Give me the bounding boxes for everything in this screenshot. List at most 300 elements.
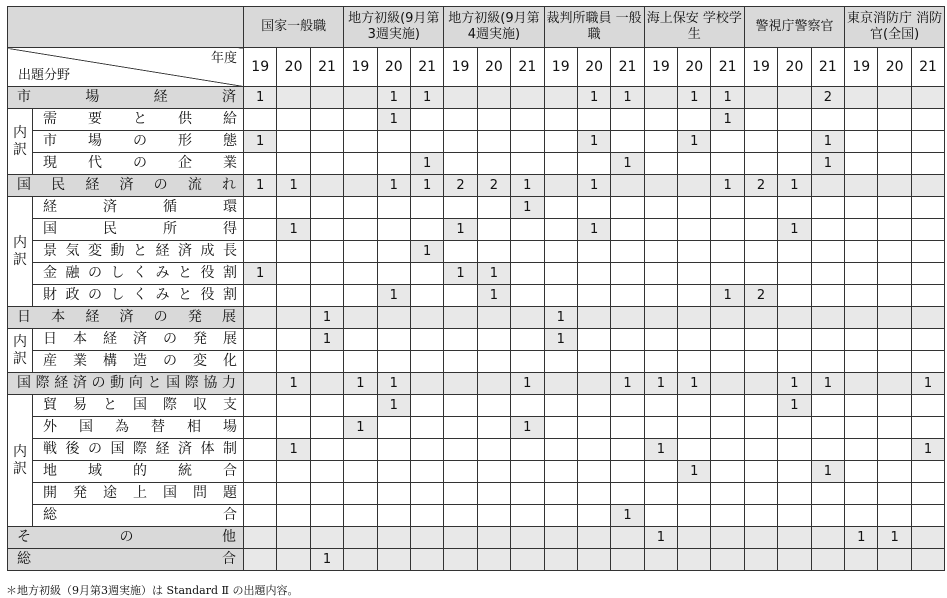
count-cell xyxy=(244,109,277,131)
count-cell xyxy=(878,285,911,307)
count-cell: 1 xyxy=(811,131,844,153)
count-cell xyxy=(845,263,878,285)
count-cell xyxy=(611,241,644,263)
count-cell xyxy=(845,549,878,571)
count-cell xyxy=(244,307,277,329)
count-cell xyxy=(511,263,544,285)
count-cell xyxy=(744,351,777,373)
count-cell xyxy=(711,549,744,571)
count-cell: 1 xyxy=(644,439,677,461)
year-header: 21 xyxy=(511,48,544,87)
count-cell: 1 xyxy=(577,131,610,153)
count-cell: 1 xyxy=(477,263,510,285)
count-cell xyxy=(577,505,610,527)
count-cell xyxy=(277,483,310,505)
count-cell xyxy=(511,285,544,307)
subcategory-label: 景気変動と経済成長 xyxy=(33,241,244,263)
count-cell xyxy=(344,461,377,483)
count-cell xyxy=(477,87,510,109)
count-cell xyxy=(678,263,711,285)
count-cell xyxy=(845,483,878,505)
count-cell xyxy=(744,505,777,527)
count-cell xyxy=(778,527,811,549)
count-cell xyxy=(744,329,777,351)
exam-group-header: 国家一般職 xyxy=(244,7,344,48)
count-cell xyxy=(744,153,777,175)
count-cell xyxy=(410,395,443,417)
count-cell xyxy=(444,505,477,527)
count-cell: 1 xyxy=(277,175,310,197)
count-cell xyxy=(377,527,410,549)
count-cell xyxy=(778,505,811,527)
count-cell: 1 xyxy=(244,263,277,285)
count-cell xyxy=(678,549,711,571)
subcategory-row xyxy=(8,329,945,351)
subcategory-label: 開発途上国問題 xyxy=(33,483,244,505)
count-cell xyxy=(577,351,610,373)
count-cell xyxy=(310,241,343,263)
count-cell xyxy=(577,109,610,131)
subcategory-row xyxy=(8,395,945,417)
count-cell xyxy=(544,175,577,197)
count-cell xyxy=(911,219,944,241)
count-cell xyxy=(678,109,711,131)
count-cell xyxy=(644,307,677,329)
count-cell: 1 xyxy=(611,87,644,109)
count-cell xyxy=(811,329,844,351)
count-cell: 1 xyxy=(477,285,510,307)
count-cell xyxy=(310,527,343,549)
count-cell xyxy=(711,483,744,505)
subcategory-label: 国民所得 xyxy=(33,219,244,241)
count-cell xyxy=(878,505,911,527)
count-cell xyxy=(377,241,410,263)
count-cell: 1 xyxy=(711,285,744,307)
count-cell xyxy=(410,109,443,131)
count-cell xyxy=(644,417,677,439)
exam-group-header: 地方初級(9月第3週実施) xyxy=(344,7,444,48)
count-cell xyxy=(577,395,610,417)
count-cell xyxy=(377,263,410,285)
count-cell: 1 xyxy=(778,175,811,197)
category-row xyxy=(8,373,945,395)
count-cell xyxy=(477,241,510,263)
count-cell xyxy=(444,307,477,329)
year-header: 19 xyxy=(444,48,477,87)
count-cell xyxy=(277,329,310,351)
count-cell: 1 xyxy=(778,395,811,417)
count-cell xyxy=(511,87,544,109)
count-cell xyxy=(377,461,410,483)
count-cell xyxy=(244,505,277,527)
exam-group-header: 海上保安 学校学生 xyxy=(644,7,744,48)
count-cell xyxy=(778,417,811,439)
count-cell: 1 xyxy=(277,373,310,395)
count-cell: 1 xyxy=(711,175,744,197)
count-cell xyxy=(310,197,343,219)
count-cell xyxy=(444,285,477,307)
count-cell xyxy=(511,483,544,505)
count-cell xyxy=(878,373,911,395)
count-cell xyxy=(878,175,911,197)
count-cell: 1 xyxy=(577,87,610,109)
exam-topic-table xyxy=(7,6,945,571)
count-cell: 1 xyxy=(310,307,343,329)
count-cell xyxy=(878,439,911,461)
count-cell: 1 xyxy=(711,87,744,109)
subcategory-row xyxy=(8,351,945,373)
subcategory-label: 金融のしくみと役割 xyxy=(33,263,244,285)
count-cell xyxy=(544,461,577,483)
count-cell xyxy=(377,131,410,153)
count-cell xyxy=(344,175,377,197)
count-cell: 1 xyxy=(611,373,644,395)
count-cell xyxy=(310,153,343,175)
count-cell xyxy=(377,417,410,439)
count-cell xyxy=(511,329,544,351)
count-cell: 1 xyxy=(711,109,744,131)
category-label: 国民経済の流れ xyxy=(8,175,244,197)
count-cell xyxy=(911,109,944,131)
count-cell: 1 xyxy=(377,285,410,307)
exam-group-header: 東京消防庁 消防官(全国) xyxy=(845,7,945,48)
count-cell xyxy=(310,87,343,109)
count-cell xyxy=(911,351,944,373)
count-cell xyxy=(511,307,544,329)
category-label: 日本経済の発展 xyxy=(8,307,244,329)
count-cell: 2 xyxy=(811,87,844,109)
count-cell xyxy=(911,285,944,307)
year-header: 19 xyxy=(845,48,878,87)
breakdown-label: 内訳 xyxy=(8,197,33,307)
count-cell xyxy=(277,109,310,131)
count-cell xyxy=(678,417,711,439)
count-cell xyxy=(845,241,878,263)
count-cell xyxy=(811,549,844,571)
count-cell xyxy=(678,329,711,351)
subcategory-row xyxy=(8,153,945,175)
subcategory-label: 現代の企業 xyxy=(33,153,244,175)
year-header: 21 xyxy=(310,48,343,87)
count-cell xyxy=(444,417,477,439)
count-cell xyxy=(878,351,911,373)
count-cell xyxy=(644,197,677,219)
count-cell: 1 xyxy=(277,439,310,461)
count-cell xyxy=(611,417,644,439)
count-cell xyxy=(611,109,644,131)
count-cell: 1 xyxy=(244,87,277,109)
year-header: 19 xyxy=(244,48,277,87)
exam-group-header: 裁判所職員 一般職 xyxy=(544,7,644,48)
count-cell xyxy=(511,219,544,241)
count-cell xyxy=(811,307,844,329)
count-cell xyxy=(744,109,777,131)
count-cell xyxy=(444,395,477,417)
count-cell xyxy=(611,527,644,549)
count-cell xyxy=(277,395,310,417)
count-cell xyxy=(344,549,377,571)
count-cell xyxy=(410,219,443,241)
count-cell xyxy=(511,505,544,527)
count-cell xyxy=(644,263,677,285)
category-label: 市場経済 xyxy=(8,87,244,109)
subcategory-row xyxy=(8,219,945,241)
count-cell xyxy=(244,197,277,219)
count-cell: 1 xyxy=(410,175,443,197)
count-cell xyxy=(410,549,443,571)
count-cell xyxy=(511,461,544,483)
count-cell xyxy=(878,197,911,219)
count-cell: 1 xyxy=(344,417,377,439)
count-cell xyxy=(778,109,811,131)
category-label: その他 xyxy=(8,527,244,549)
subcategory-label: 需要と供給 xyxy=(33,109,244,131)
year-header: 20 xyxy=(778,48,811,87)
count-cell xyxy=(410,197,443,219)
count-cell: 1 xyxy=(244,131,277,153)
count-cell xyxy=(477,109,510,131)
count-cell xyxy=(711,263,744,285)
count-cell xyxy=(244,219,277,241)
count-cell xyxy=(544,87,577,109)
count-cell xyxy=(477,461,510,483)
count-cell xyxy=(778,197,811,219)
count-cell xyxy=(544,241,577,263)
count-cell xyxy=(511,549,544,571)
count-cell xyxy=(911,417,944,439)
count-cell: 1 xyxy=(511,175,544,197)
count-cell xyxy=(310,461,343,483)
count-cell xyxy=(310,263,343,285)
count-cell xyxy=(244,241,277,263)
count-cell xyxy=(644,153,677,175)
count-cell: 2 xyxy=(744,285,777,307)
count-cell: 1 xyxy=(310,549,343,571)
count-cell xyxy=(244,461,277,483)
category-row xyxy=(8,549,945,571)
count-cell xyxy=(711,505,744,527)
exam-group-header: 地方初級(9月第4週実施) xyxy=(444,7,544,48)
count-cell: 1 xyxy=(377,395,410,417)
count-cell xyxy=(277,461,310,483)
count-cell xyxy=(344,241,377,263)
count-cell xyxy=(310,109,343,131)
count-cell xyxy=(577,549,610,571)
count-cell xyxy=(377,549,410,571)
count-cell xyxy=(577,263,610,285)
header-group-row xyxy=(8,7,945,48)
count-cell xyxy=(678,439,711,461)
count-cell: 2 xyxy=(444,175,477,197)
count-cell: 1 xyxy=(778,373,811,395)
count-cell xyxy=(644,329,677,351)
year-header: 19 xyxy=(344,48,377,87)
count-cell: 1 xyxy=(678,87,711,109)
count-cell xyxy=(678,307,711,329)
year-header: 19 xyxy=(644,48,677,87)
count-cell xyxy=(511,131,544,153)
year-header: 19 xyxy=(744,48,777,87)
count-cell xyxy=(644,505,677,527)
count-cell xyxy=(811,417,844,439)
count-cell xyxy=(544,549,577,571)
count-cell xyxy=(845,439,878,461)
subcategory-row xyxy=(8,439,945,461)
count-cell xyxy=(644,219,677,241)
count-cell xyxy=(544,373,577,395)
count-cell xyxy=(644,131,677,153)
count-cell xyxy=(611,285,644,307)
count-cell xyxy=(277,285,310,307)
year-header: 21 xyxy=(410,48,443,87)
count-cell xyxy=(511,153,544,175)
count-cell xyxy=(277,417,310,439)
count-cell xyxy=(444,87,477,109)
count-cell: 1 xyxy=(611,505,644,527)
count-cell xyxy=(410,307,443,329)
subcategory-label: 経済循環 xyxy=(33,197,244,219)
count-cell xyxy=(811,483,844,505)
count-cell xyxy=(410,483,443,505)
count-cell xyxy=(544,109,577,131)
count-cell xyxy=(344,219,377,241)
count-cell xyxy=(310,395,343,417)
count-cell xyxy=(344,329,377,351)
subcategory-row xyxy=(8,263,945,285)
count-cell xyxy=(310,417,343,439)
count-cell xyxy=(678,527,711,549)
count-cell xyxy=(845,461,878,483)
count-cell xyxy=(477,153,510,175)
count-cell xyxy=(277,307,310,329)
subcategory-label: 市場の形態 xyxy=(33,131,244,153)
count-cell xyxy=(377,505,410,527)
count-cell xyxy=(778,329,811,351)
count-cell xyxy=(711,307,744,329)
count-cell: 1 xyxy=(644,373,677,395)
count-cell: 2 xyxy=(477,175,510,197)
count-cell xyxy=(244,527,277,549)
count-cell xyxy=(878,461,911,483)
count-cell xyxy=(244,439,277,461)
count-cell xyxy=(911,153,944,175)
count-cell xyxy=(577,329,610,351)
breakdown-label: 内訳 xyxy=(8,395,33,527)
count-cell xyxy=(477,131,510,153)
count-cell xyxy=(544,197,577,219)
count-cell xyxy=(444,197,477,219)
category-row xyxy=(8,87,945,109)
count-cell xyxy=(277,527,310,549)
count-cell xyxy=(444,329,477,351)
count-cell xyxy=(644,87,677,109)
count-cell: 1 xyxy=(277,219,310,241)
count-cell xyxy=(244,153,277,175)
subcategory-label: 貿易と国際収支 xyxy=(33,395,244,417)
count-cell xyxy=(444,549,477,571)
count-cell xyxy=(444,109,477,131)
count-cell xyxy=(911,263,944,285)
count-cell xyxy=(845,307,878,329)
count-cell xyxy=(878,417,911,439)
count-cell xyxy=(678,219,711,241)
count-cell xyxy=(678,483,711,505)
count-cell xyxy=(444,439,477,461)
count-cell: 1 xyxy=(410,241,443,263)
subcategory-label: 外国為替相場 xyxy=(33,417,244,439)
count-cell xyxy=(577,483,610,505)
count-cell xyxy=(611,329,644,351)
count-cell xyxy=(744,439,777,461)
count-cell xyxy=(845,351,878,373)
count-cell xyxy=(577,527,610,549)
count-cell xyxy=(544,153,577,175)
breakdown-label: 内訳 xyxy=(8,329,33,373)
count-cell xyxy=(444,153,477,175)
subcategory-label: 産業構造の変化 xyxy=(33,351,244,373)
count-cell xyxy=(778,285,811,307)
count-cell xyxy=(577,285,610,307)
count-cell: 1 xyxy=(778,219,811,241)
subcategory-label: 財政のしくみと役割 xyxy=(33,285,244,307)
count-cell xyxy=(911,307,944,329)
count-cell xyxy=(845,373,878,395)
count-cell xyxy=(511,527,544,549)
count-cell xyxy=(611,197,644,219)
count-cell xyxy=(678,153,711,175)
count-cell xyxy=(377,219,410,241)
count-cell xyxy=(310,219,343,241)
count-cell xyxy=(744,395,777,417)
year-axis-label: 年度 xyxy=(210,51,237,66)
count-cell xyxy=(277,351,310,373)
count-cell xyxy=(310,505,343,527)
count-cell xyxy=(477,439,510,461)
count-cell xyxy=(511,241,544,263)
count-cell xyxy=(744,461,777,483)
count-cell xyxy=(911,461,944,483)
count-cell xyxy=(410,263,443,285)
count-cell xyxy=(344,263,377,285)
count-cell: 1 xyxy=(544,307,577,329)
count-cell xyxy=(377,307,410,329)
count-cell xyxy=(344,527,377,549)
count-cell xyxy=(544,219,577,241)
count-cell xyxy=(778,153,811,175)
subcategory-row xyxy=(8,131,945,153)
count-cell xyxy=(344,153,377,175)
count-cell xyxy=(277,263,310,285)
count-cell xyxy=(644,109,677,131)
count-cell xyxy=(544,131,577,153)
count-cell xyxy=(744,483,777,505)
count-cell xyxy=(778,461,811,483)
count-cell xyxy=(477,527,510,549)
count-cell xyxy=(778,549,811,571)
count-cell xyxy=(244,373,277,395)
count-cell xyxy=(878,131,911,153)
count-cell xyxy=(477,549,510,571)
count-cell xyxy=(344,483,377,505)
count-cell xyxy=(744,241,777,263)
count-cell xyxy=(244,549,277,571)
count-cell xyxy=(744,549,777,571)
count-cell: 1 xyxy=(611,153,644,175)
count-cell: 1 xyxy=(511,417,544,439)
count-cell xyxy=(845,505,878,527)
count-cell xyxy=(811,241,844,263)
count-cell xyxy=(644,175,677,197)
